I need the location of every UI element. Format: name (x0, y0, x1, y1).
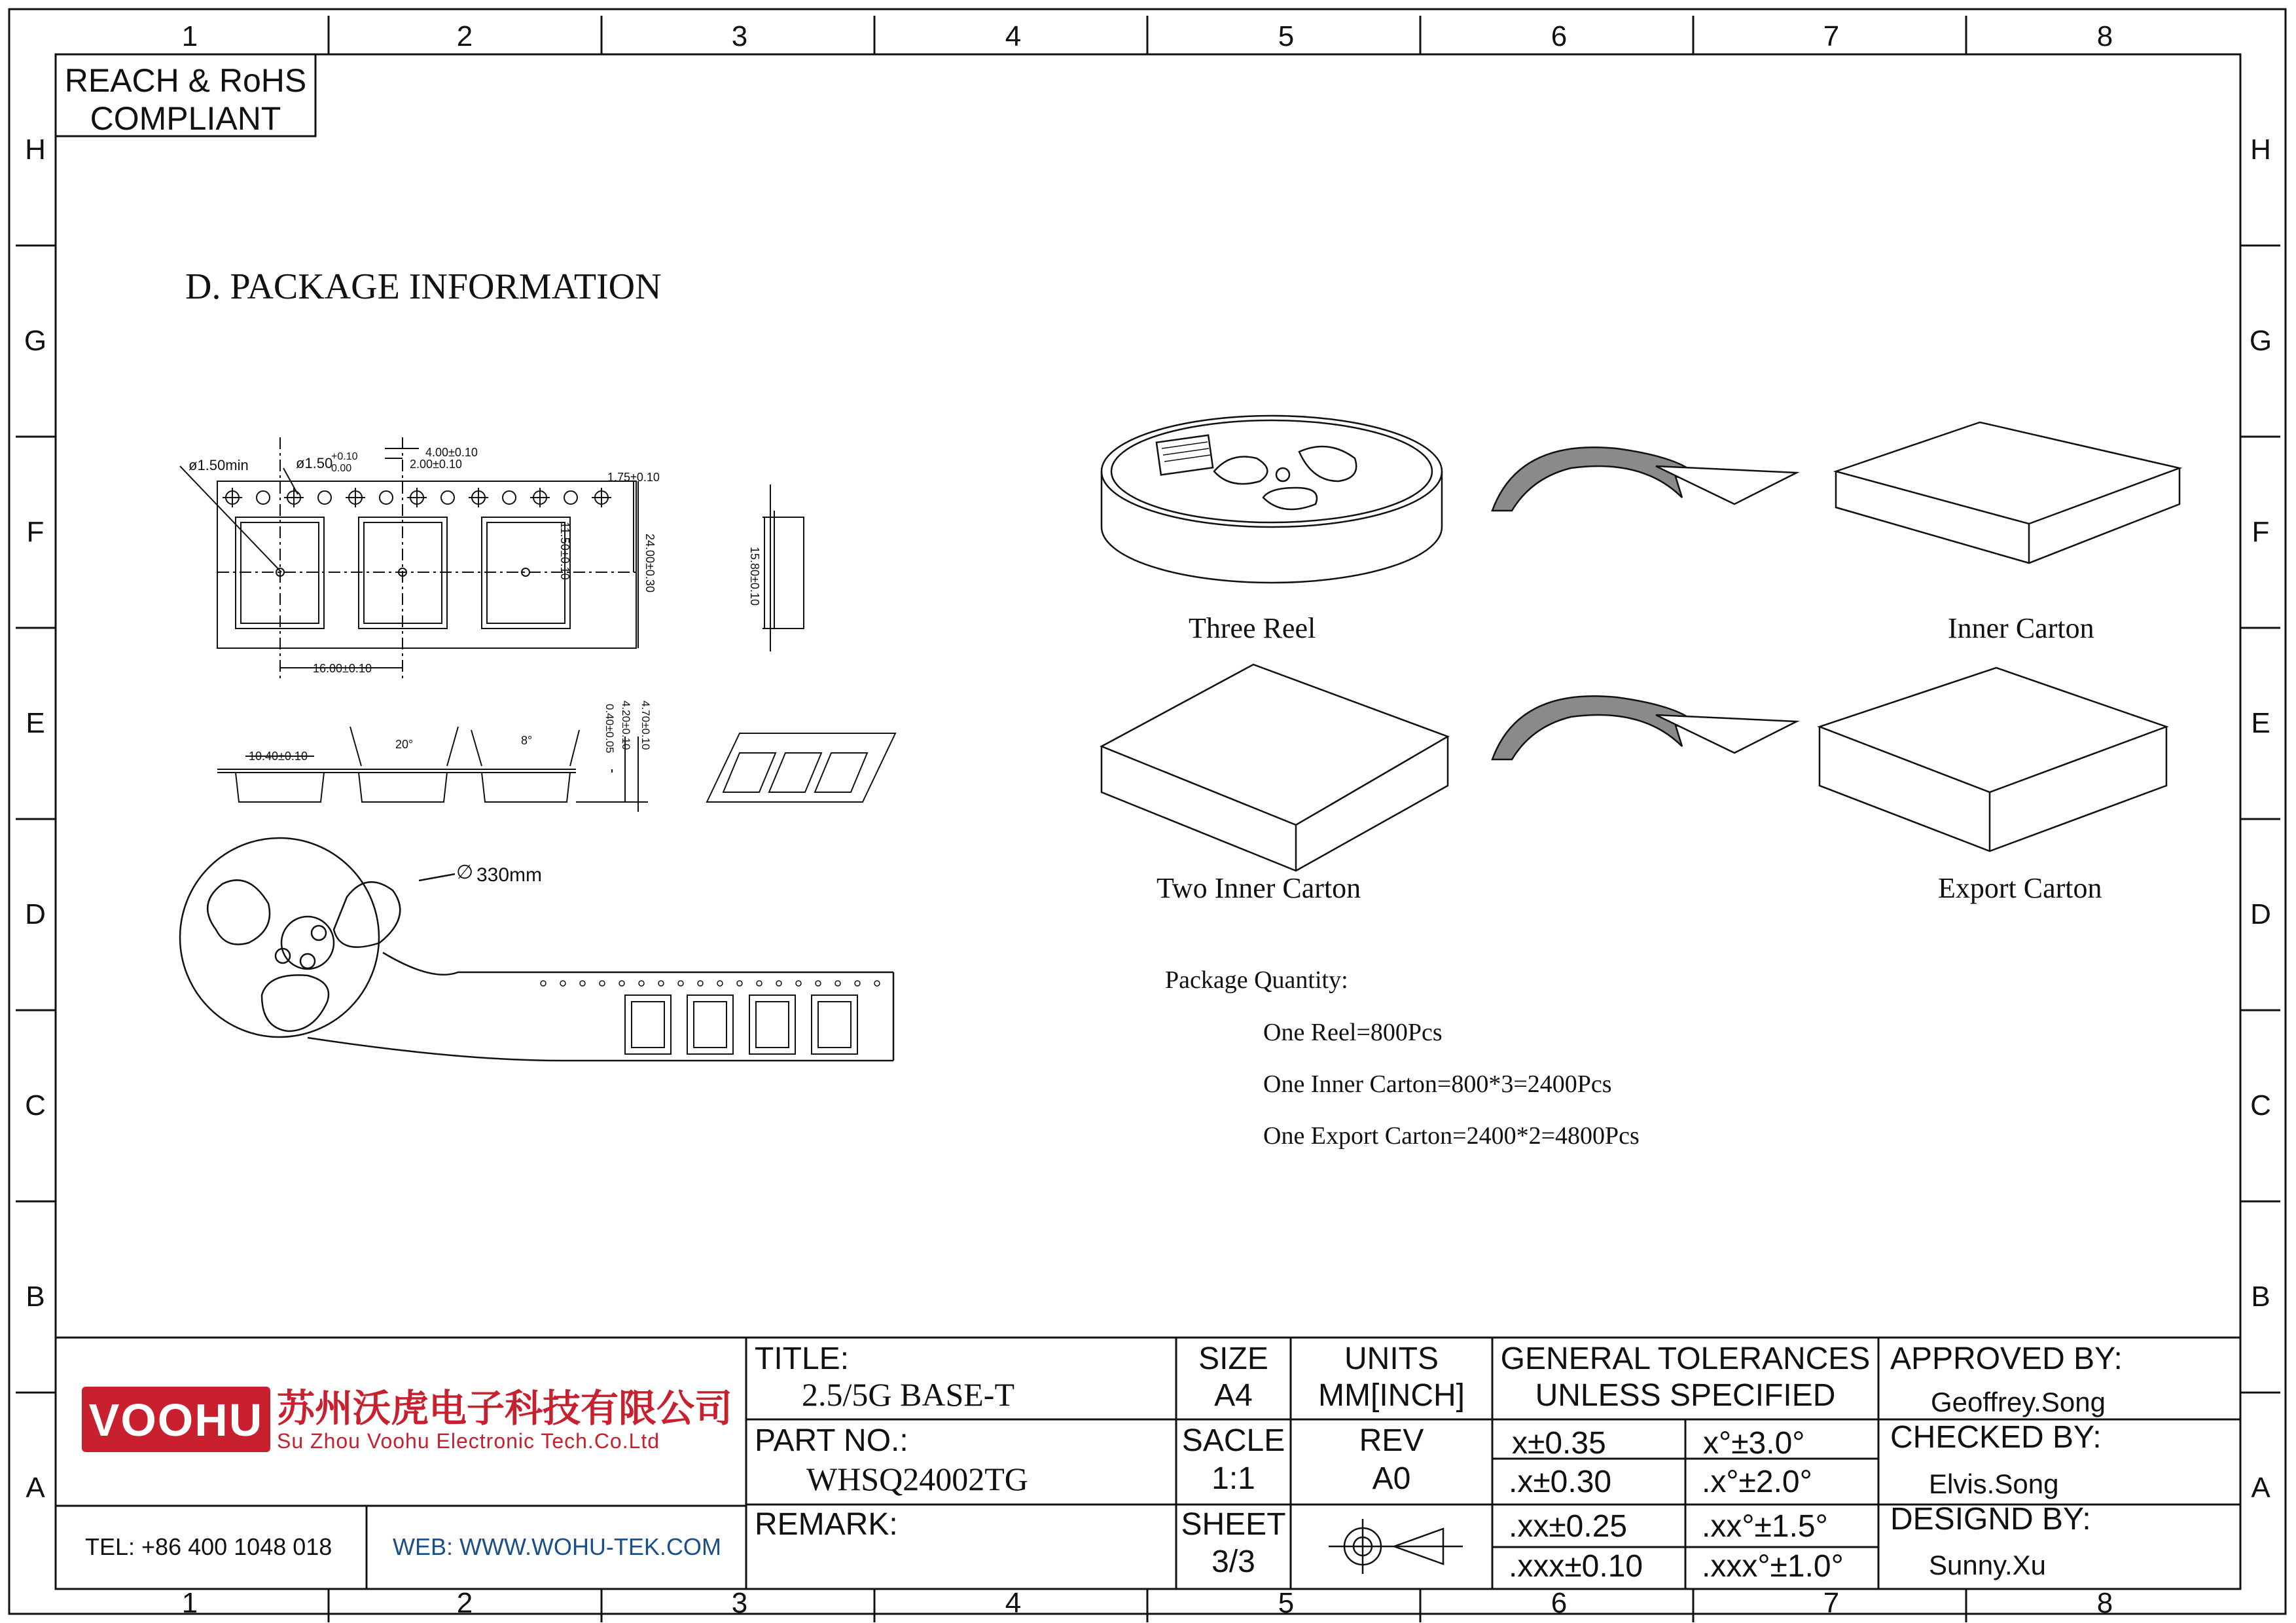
remark-label: REMARK: (755, 1507, 898, 1542)
dim-hole-min: ø1.50min (188, 457, 249, 473)
col-label-2: 2 (456, 20, 473, 52)
export-carton-figure (1820, 668, 2166, 851)
inner-carton-figure (1836, 422, 2179, 563)
dim-pitch-4: 4.00±0.10 (425, 446, 478, 459)
designed-label: DESIGND BY: (1890, 1502, 2091, 1537)
col-label-3-bottom: 3 (731, 1587, 748, 1619)
row-label-c-right: C (2250, 1089, 2271, 1122)
title-label: TITLE: (755, 1341, 850, 1376)
company-logo: VOOHU (88, 1395, 264, 1446)
package-quantity-heading: Package Quantity: (1165, 966, 1348, 994)
tolerances-title-1: GENERAL TOLERANCES (1500, 1341, 1871, 1376)
row-label-e: E (26, 707, 45, 739)
sheet-label: SHEET (1181, 1507, 1286, 1542)
tolerance-cell: .xx±0.25 (1509, 1509, 1628, 1544)
scale-value: 1:1 (1211, 1461, 1255, 1496)
row-label-g: G (24, 325, 47, 357)
package-quantity-line: One Inner Carton=800*3=2400Pcs (1263, 1070, 1612, 1098)
dim-1150: 11.50±0.10 (558, 522, 571, 580)
section-title: D. PACKAGE INFORMATION (185, 266, 662, 307)
row-ticks (16, 246, 2280, 1393)
dim-angle-20: 20° (395, 738, 414, 751)
col-label-8: 8 (2096, 20, 2113, 52)
row-label-e-right: E (2251, 707, 2270, 739)
size-label: SIZE (1198, 1341, 1268, 1376)
row-label-d: D (25, 898, 46, 930)
row-label-f-right: F (2251, 516, 2270, 548)
checked-value: Elvis.Song (1929, 1468, 2059, 1499)
tolerance-cell: .x°±2.0° (1702, 1465, 1812, 1499)
dim-hole-tol: ø1.50 (296, 455, 333, 471)
row-label-c: C (25, 1089, 46, 1122)
title-value: 2.5/5G BASE-T (802, 1376, 1014, 1413)
tape-cross-section (217, 727, 648, 812)
three-reel-label: Three Reel (1189, 612, 1316, 644)
col-label-7: 7 (1823, 20, 1840, 52)
two-inner-carton-label: Two Inner Carton (1157, 872, 1361, 904)
company-name-en: Su Zhou Voohu Electronic Tech.Co.Ltd (277, 1429, 660, 1453)
row-label-h-right: H (2250, 134, 2271, 166)
compliance-line-1: REACH & RoHS (64, 62, 307, 99)
tolerance-cell: .x±0.30 (1509, 1465, 1612, 1499)
two-inner-carton-figure (1102, 665, 1448, 871)
dim-hole-tol-minus: 0.00 (331, 463, 352, 474)
reel-diameter-label: 330mm (476, 864, 543, 886)
inner-carton-label: Inner Carton (1948, 612, 2094, 644)
row-label-b-right: B (2251, 1281, 2270, 1313)
col-label-4-bottom: 4 (1005, 1587, 1022, 1619)
row-label-h: H (25, 134, 46, 166)
sheet-value: 3/3 (1211, 1544, 1255, 1579)
dim-1040: 10.40±0.10 (249, 750, 308, 763)
units-label: UNITS (1344, 1341, 1439, 1376)
package-quantity-line: One Export Carton=2400*2=4800Pcs (1263, 1122, 1640, 1150)
part-no-value: WHSQ24002TG (806, 1461, 1028, 1497)
scale-label: SACLE (1181, 1423, 1285, 1458)
compliance-line-2: COMPLIANT (90, 100, 281, 137)
approved-label: APPROVED BY: (1890, 1341, 2123, 1376)
col-label-8-bottom: 8 (2096, 1587, 2113, 1619)
dim-2400: 24.00±0.30 (643, 534, 656, 593)
part-no-label: PART NO.: (755, 1423, 908, 1458)
dim-hole-tol-plus: +0.10 (331, 451, 358, 462)
package-quantity-line: One Reel=800Pcs (1263, 1019, 1443, 1046)
size-value: A4 (1214, 1378, 1253, 1413)
tolerance-cell: .xxx±0.10 (1509, 1549, 1643, 1584)
rev-label: REV (1359, 1423, 1424, 1458)
row-label-d-right: D (2250, 898, 2271, 930)
col-label-5-bottom: 5 (1278, 1587, 1295, 1619)
company-web[interactable]: WEB: WWW.WOHU-TEK.COM (393, 1533, 721, 1560)
tape-side-view (762, 484, 804, 651)
dim-1580: 15.80±0.10 (748, 547, 761, 606)
col-label-6-bottom: 6 (1551, 1587, 1568, 1619)
row-label-g-right: G (2249, 325, 2272, 357)
company-tel: TEL: +86 400 1048 018 (85, 1533, 332, 1560)
dim-470: 4.70±0.10 (639, 701, 652, 750)
reel-tape-pockets (625, 995, 857, 1054)
checked-label: CHECKED BY: (1890, 1420, 2102, 1455)
tape-isometric (707, 733, 895, 802)
row-label-f: F (26, 516, 45, 548)
col-label-4: 4 (1005, 20, 1022, 52)
dim-1600: 16.00±0.10 (313, 662, 372, 675)
row-label-b: B (26, 1281, 45, 1313)
projection-symbol-icon (1329, 1519, 1463, 1574)
flow-arrow-1 (1492, 447, 1797, 511)
tolerance-cell: .xx°±1.5° (1702, 1509, 1828, 1544)
tolerance-cell: x±0.35 (1512, 1426, 1606, 1461)
reel-tape-sprockets (541, 981, 880, 986)
col-label-6: 6 (1551, 20, 1568, 52)
three-reel-figure (1102, 416, 1442, 583)
row-label-a-right: A (2251, 1472, 2270, 1504)
tolerances-title-2: UNLESS SPECIFIED (1535, 1378, 1836, 1413)
reel-label-lines (1162, 442, 1210, 462)
company-name-cn: 苏州沃虎电子科技有限公司 (277, 1386, 733, 1431)
col-label-1: 1 (181, 20, 198, 52)
rev-value: A0 (1372, 1461, 1411, 1496)
designed-value: Sunny.Xu (1929, 1550, 2047, 1580)
col-label-3: 3 (731, 20, 748, 52)
flow-arrow-2 (1492, 696, 1797, 759)
tolerance-cell: .xxx°±1.0° (1702, 1549, 1844, 1584)
col-label-1-bottom: 1 (181, 1587, 198, 1619)
tolerance-cell: x°±3.0° (1703, 1426, 1805, 1461)
col-label-7-bottom: 7 (1823, 1587, 1840, 1619)
dim-angle-8: 8° (521, 734, 533, 747)
row-label-a: A (26, 1472, 45, 1504)
dim-edge-175: 1.75±0.10 (607, 471, 660, 484)
dim-420: 4.20±0.10 (620, 701, 632, 750)
reel-diameter-symbol: ∅ (456, 862, 474, 883)
approved-value: Geoffrey.Song (1931, 1387, 2106, 1417)
export-carton-label: Export Carton (1938, 872, 2102, 904)
units-value: MM[INCH] (1318, 1378, 1465, 1413)
col-label-2-bottom: 2 (456, 1587, 473, 1619)
dim-040: 0.40±0.05 (603, 704, 616, 754)
dim-pitch-2: 2.00±0.10 (410, 458, 462, 471)
col-label-5: 5 (1278, 20, 1295, 52)
